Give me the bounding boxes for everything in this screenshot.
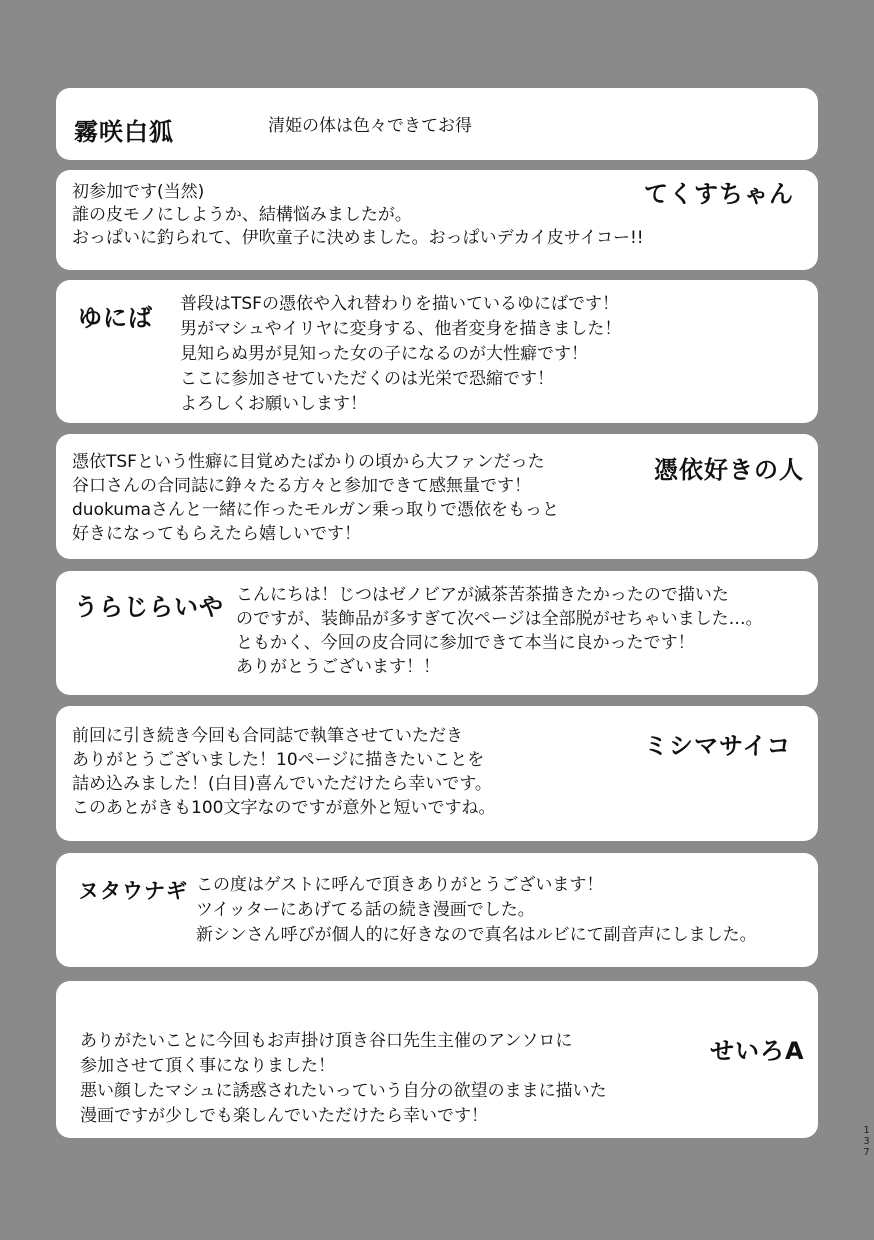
comment-line: このあとがきも100文字なのですが意外と短いですね。: [72, 798, 496, 818]
author-name: ゆにば: [78, 304, 153, 332]
comment-line: ともかく、今回の皮合同に参加できて本当に良かったです！: [236, 633, 695, 653]
comment-line: 前回に引き続き今回も合同誌で執筆させていただき: [72, 726, 463, 746]
comment-text: [72, 181, 644, 250]
comment-line: 男がマシュやイリヤに変身する、他者変身を描きました！: [180, 319, 622, 339]
comment-line: 詰め込みました！(白目)喜んでいただけたら幸いです。: [72, 774, 492, 794]
comment-line: 悪い顔したマシュに誘惑されたいっていう自分の欲望のままに描いた: [80, 1081, 607, 1101]
comment-text: [80, 1029, 607, 1129]
comment-line: 漫画ですが少しでも楽しんでいただけたら幸いです！: [80, 1106, 488, 1126]
comment-card-1: [56, 88, 818, 160]
author-name: 憑依好きの人: [654, 456, 804, 484]
comment-line: この度はゲストに呼んで頂きありがとうございます！: [196, 875, 604, 895]
comment-line: おっぱいに釣られて、伊吹童子に決めました。おっぱいデカイ皮サイコー!!: [72, 228, 644, 248]
comment-line: よろしくお願いします！: [180, 394, 367, 414]
comment-line: 憑依TSFという性癖に目覚めたばかりの頃から大ファンだった: [72, 452, 545, 472]
comment-line: のですが、装飾品が多すぎて次ページは全部脱がせちゃいました…。: [236, 609, 763, 629]
comment-text: [72, 724, 495, 820]
author-name: てくすちゃん: [644, 180, 794, 208]
comment-text: [196, 873, 757, 948]
comment-line: 清姫の体は色々できてお得: [268, 116, 472, 136]
author-name: 霧咲白狐: [74, 118, 174, 146]
comment-line: 普段はTSFの憑依や入れ替わりを描いているゆにばです！: [180, 294, 619, 314]
comment-line: ありがたいことに今回もお声掛け頂き谷口先生主催のアンソロに: [80, 1031, 573, 1051]
comment-card-4: [56, 434, 818, 559]
author-name: せいろA: [710, 1037, 805, 1065]
comment-card-3: [56, 280, 818, 423]
comment-line: 誰の皮モノにしようか、結構悩みましたが。: [72, 205, 412, 225]
comment-line: 好きになってもらえたら嬉しいです！: [72, 524, 361, 544]
comment-line: ここに参加させていただくのは光栄で恐縮です！: [180, 369, 554, 389]
comment-line: duokumaさんと一緒に作ったモルガン乗っ取りで憑依をもっと: [72, 500, 560, 520]
comment-line: こんにちは！じつはゼノビアが滅茶苦茶描きたかったので描いた: [236, 585, 729, 605]
comment-text: [180, 292, 621, 417]
author-name: ヌタウナギ: [78, 879, 188, 903]
comment-line: 新シンさん呼びが個人的に好きなので真名はルビにて副音声にしました。: [196, 925, 757, 945]
author-name: うらじらいや: [74, 593, 224, 621]
comment-text: [236, 583, 763, 679]
comment-line: ありがとうございます！！: [236, 657, 440, 677]
comment-line: 初参加です(当然): [72, 182, 205, 202]
comment-line: ありがとうございました！10ページに描きたいことを: [72, 750, 485, 770]
comment-text: [268, 115, 472, 138]
author-name: ミシマサイコ: [644, 732, 792, 760]
comment-line: 参加させて頂く事になりました！: [80, 1056, 335, 1076]
comment-card-8: [56, 981, 818, 1138]
comment-line: 谷口さんの合同誌に錚々たる方々と参加できて感無量です！: [72, 476, 531, 496]
comment-card-2: [56, 170, 818, 270]
comment-card-6: [56, 706, 818, 841]
comment-card-5: [56, 571, 818, 695]
comment-line: ツイッターにあげてる話の続き漫画でした。: [196, 900, 535, 920]
comment-text: [72, 450, 559, 546]
comment-line: 見知らぬ男が見知った女の子になるのが大性癖です！: [180, 344, 588, 364]
page-number: 137: [861, 1125, 872, 1158]
comment-card-7: [56, 853, 818, 967]
